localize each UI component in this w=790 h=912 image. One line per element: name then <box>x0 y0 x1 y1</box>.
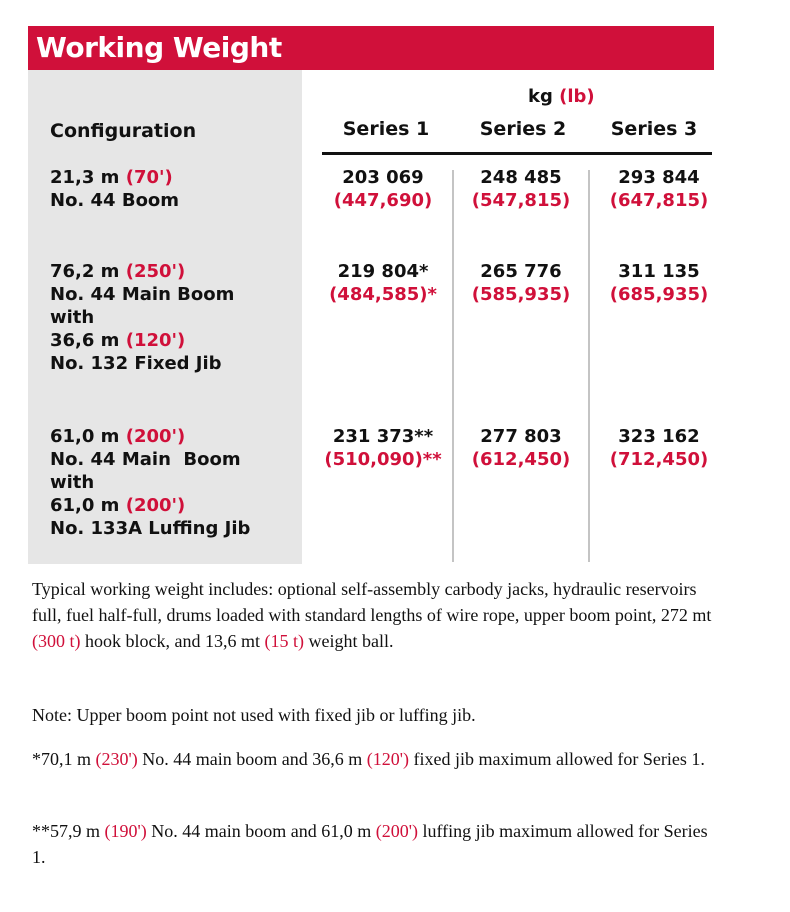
units-main: kg <box>528 86 553 107</box>
value-cell-row-3-series-2 <box>446 425 596 471</box>
config-line: 61,0 m (200') <box>50 426 186 447</box>
config-cell-row-2 <box>50 260 234 375</box>
value-lb: (447,690) <box>333 190 433 211</box>
column-divider <box>452 170 454 562</box>
value-lb: (547,815) <box>471 190 571 211</box>
config-line: 61,0 m (200') <box>50 495 186 516</box>
page-title: Working Weight <box>28 26 714 70</box>
config-line: No. 44 Main Boom <box>50 284 235 305</box>
value-cell-row-2-series-3 <box>584 260 734 306</box>
value-lb: (484,585)* <box>329 284 437 305</box>
value-kg: 231 373** <box>332 426 434 447</box>
value-kg: 203 069 <box>342 167 424 188</box>
value-lb: (685,935) <box>609 284 709 305</box>
config-cell-row-1 <box>50 166 179 212</box>
value-cell-row-2-series-2 <box>446 260 596 306</box>
value-kg: 293 844 <box>618 167 700 188</box>
series-1-header: Series 1 <box>342 118 430 140</box>
value-cell-row-3-series-3 <box>584 425 734 471</box>
value-cell-row-2-series-1 <box>308 260 458 306</box>
units-label <box>528 86 595 107</box>
value-lb: (712,450) <box>609 449 709 470</box>
series-3-header: Series 3 <box>610 118 698 140</box>
value-lb: (647,815) <box>609 190 709 211</box>
value-cell-row-1-series-3 <box>584 166 734 212</box>
value-cell-row-1-series-1 <box>308 166 458 212</box>
value-kg: 219 804* <box>337 261 429 282</box>
config-line: with <box>50 472 95 493</box>
value-kg: 248 485 <box>480 167 562 188</box>
config-line: with <box>50 307 95 328</box>
note-typical-weight: Typical working weight includes: optional self-assembly carbody jacks, hydraulic reservoirs full, fuel half-full, drums loaded with standard lengths of wire rope, upper boom point, 272 mt (300 t) hook block, and 13,6 mt (15 t) weight ball. <box>32 579 712 651</box>
column-divider <box>588 170 590 562</box>
note-upper-boom-point: Note: Upper boom point not used with fixed jib or luffing jib. <box>32 705 476 725</box>
value-lb: (585,935) <box>471 284 571 305</box>
units-alt: (lb) <box>559 86 595 107</box>
config-line: No. 44 Boom <box>50 190 180 211</box>
value-kg: 311 135 <box>618 261 700 282</box>
value-kg: 265 776 <box>480 261 562 282</box>
value-kg: 323 162 <box>618 426 700 447</box>
config-line: 76,2 m (250') <box>50 261 186 282</box>
config-line: No. 44 Main Boom <box>50 449 241 470</box>
header-divider <box>322 152 712 155</box>
series-2-header: Series 2 <box>479 118 567 140</box>
config-line: No. 133A Luffing Jib <box>50 518 251 539</box>
configuration-header: Configuration <box>50 120 197 142</box>
footnote-single-asterisk: *70,1 m (230') No. 44 main boom and 36,6 m (120') fixed jib maximum allowed for Series 1. <box>32 749 705 769</box>
config-cell-row-3 <box>50 425 250 540</box>
footnote-double-asterisk: **57,9 m (190') No. 44 main boom and 61,0 m (200') luffing jib maximum allowed for Series 1. <box>32 821 708 867</box>
config-line: 36,6 m (120') <box>50 330 186 351</box>
value-lb: (510,090)** <box>324 449 442 470</box>
config-line: No. 132 Fixed Jib <box>50 353 222 374</box>
value-lb: (612,450) <box>471 449 571 470</box>
value-cell-row-1-series-2 <box>446 166 596 212</box>
value-kg: 277 803 <box>480 426 562 447</box>
value-cell-row-3-series-1 <box>308 425 458 471</box>
config-line: 21,3 m (70') <box>50 167 173 188</box>
